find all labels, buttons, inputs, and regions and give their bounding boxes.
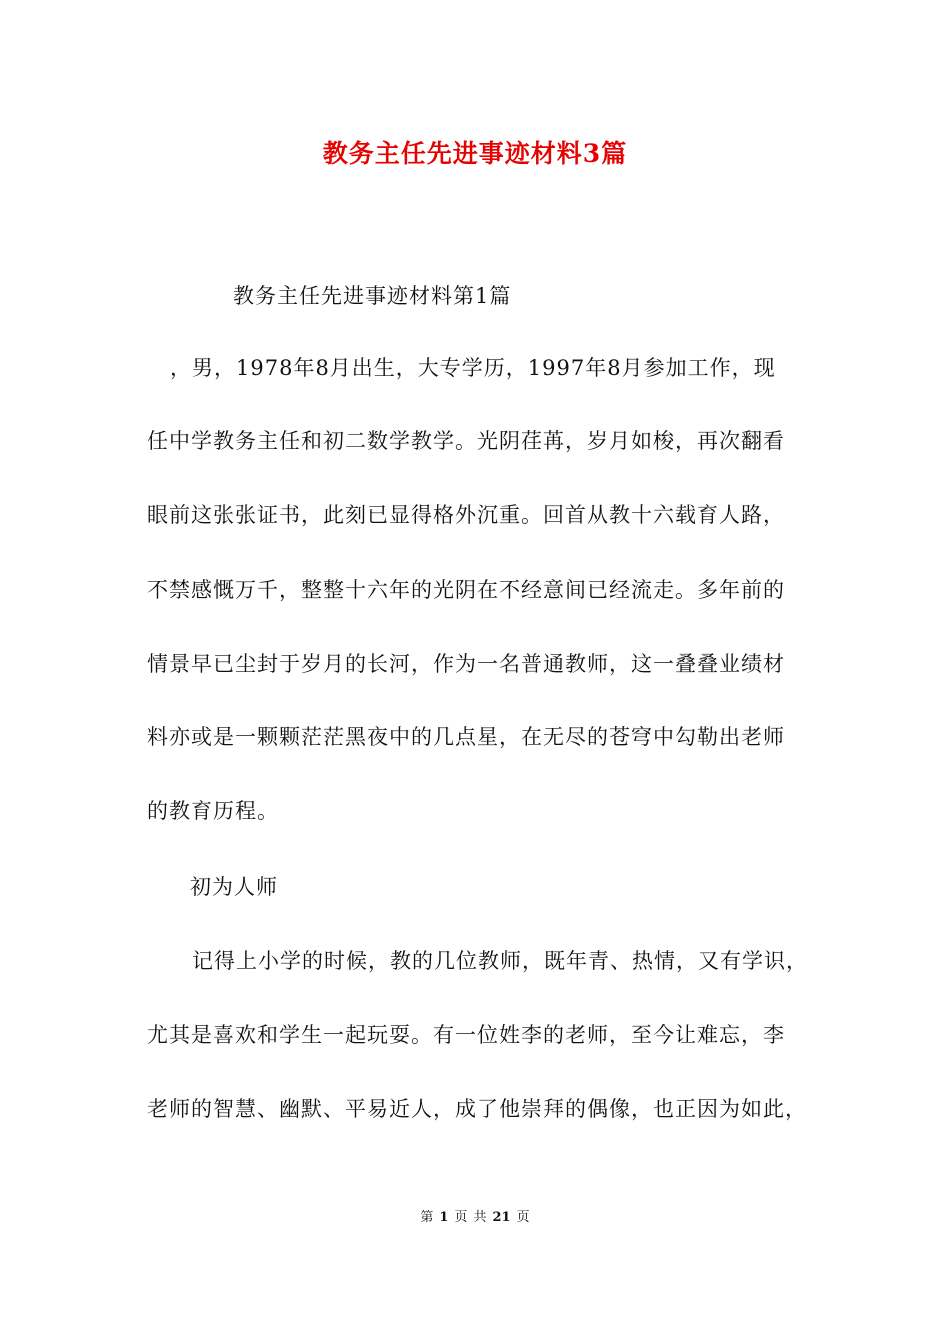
footer-total-pages: 21 — [492, 1210, 511, 1225]
paragraph-line: 不禁感慨万千，整整十六年的光阴在不经意间已经流走。多年前的 — [147, 578, 785, 602]
footer-page-number: 1 — [439, 1210, 449, 1225]
paragraph-line: 料亦或是一颗颗茫茫黑夜中的几点星，在无尽的苍穹中勾勒出老师 — [147, 725, 785, 749]
paragraph-line: 眼前这张张证书，此刻已显得格外沉重。回首从教十六载育人路， — [147, 503, 785, 527]
document-title: 教务主任先进事迹材料3篇 — [322, 139, 628, 168]
paragraph-line: 尤其是喜欢和学生一起玩耍。有一位姓李的老师，至今让难忘，李 — [147, 1023, 785, 1047]
paragraph-line: 情景早已尘封于岁月的长河，作为一名普通教师，这一叠叠业绩材 — [147, 652, 785, 676]
footer-page-label: 页 — [454, 1210, 468, 1225]
paragraph-line: 的教育历程。 — [147, 799, 279, 823]
footer-total-label: 共 — [473, 1210, 487, 1225]
paragraph-line: ，男，1978年8月出生，大专学历，1997年8月参加工作，现 — [170, 356, 776, 380]
footer-suffix: 页 — [516, 1210, 530, 1225]
paragraph-line: 老师的智慧、幽默、平易近人，成了他崇拜的偶像，也正因为如此， — [147, 1097, 807, 1121]
page-footer — [0, 1208, 950, 1228]
section-heading: 教务主任先进事迹材料第1篇 — [233, 284, 512, 308]
footer-prefix: 第 — [420, 1210, 434, 1225]
paragraph-line: 任中学教务主任和初二数学教学。光阴荏苒，岁月如梭，再次翻看 — [147, 429, 785, 453]
subheading: 初为人师 — [190, 875, 278, 899]
paragraph-line: 记得上小学的时候，教的几位教师，既年青、热情，又有学识， — [192, 949, 808, 973]
